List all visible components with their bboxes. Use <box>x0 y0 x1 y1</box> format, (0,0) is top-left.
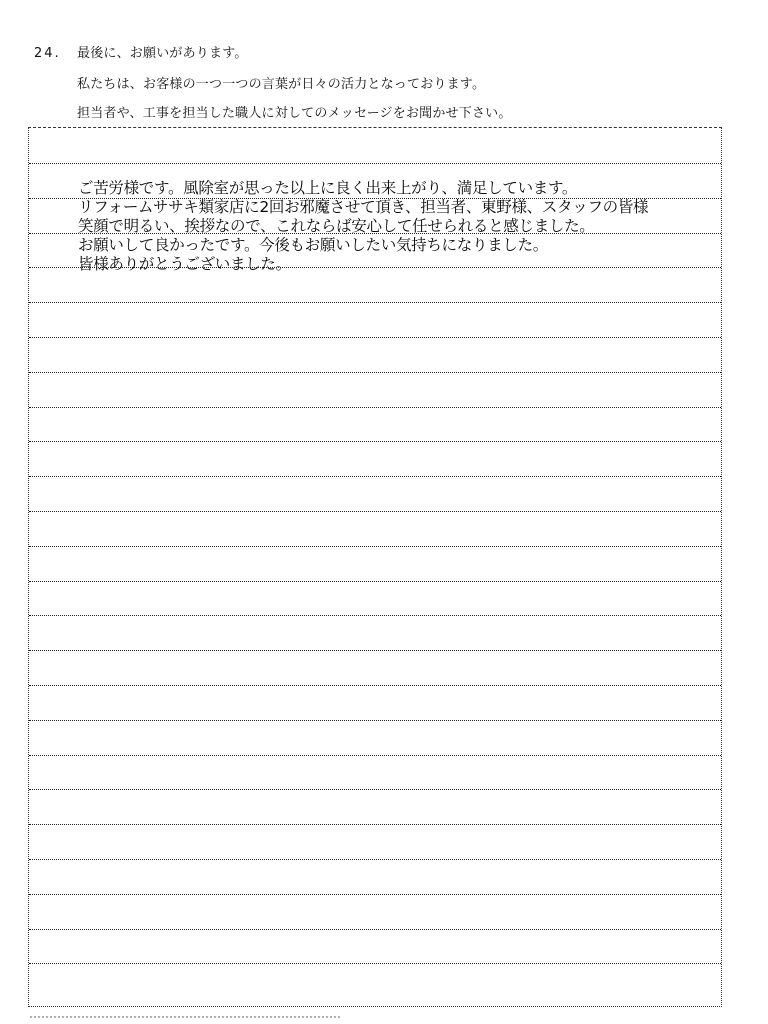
writing-rule <box>29 720 721 721</box>
footer-smudge <box>30 1016 340 1021</box>
writing-rule <box>29 963 721 964</box>
writing-rule <box>29 302 721 303</box>
answer-line: 皆様ありがとうございました。 <box>78 255 291 273</box>
writing-rule <box>29 511 721 512</box>
writing-rule <box>29 407 721 408</box>
writing-rule <box>29 894 721 895</box>
writing-rule <box>29 441 721 442</box>
writing-rule <box>29 859 721 860</box>
writing-rule <box>29 337 721 338</box>
writing-rule <box>29 755 721 756</box>
writing-rule <box>29 581 721 582</box>
question-title: 最後に、お願いがあります。 <box>77 46 248 61</box>
writing-rule <box>29 163 721 164</box>
writing-rule <box>29 615 721 616</box>
question-subtext-line-2: 担当者や、工事を担当した職人に対してのメッセージをお聞かせ下さい。 <box>77 106 512 121</box>
question-subtext-line-1: 私たちは、お客様の一つ一つの言葉が日々の活力となっております。 <box>77 77 486 92</box>
question-number: 24. <box>34 46 61 61</box>
writing-rule <box>29 476 721 477</box>
writing-rule <box>29 546 721 547</box>
handwritten-answer <box>78 179 708 274</box>
answer-line: 笑顔で明るい、挨拶なので、これならば安心して任せられると感じました。 <box>78 217 595 235</box>
writing-rule <box>29 685 721 686</box>
writing-rule <box>29 789 721 790</box>
writing-rule <box>29 650 721 651</box>
writing-rule <box>29 929 721 930</box>
answer-line: ご苦労様です。風除室が思った以上に良く出来上がり、満足しています。 <box>78 179 578 197</box>
writing-rule <box>29 824 721 825</box>
answer-line: お願いして良かったです。今後もお願いしたい気持ちになりました。 <box>78 236 548 254</box>
answer-line: リフォームササキ類家店に2回お邪魔させて頂き、担当者、東野様、スタッフの皆様 <box>78 198 649 216</box>
writing-rule <box>29 372 721 373</box>
